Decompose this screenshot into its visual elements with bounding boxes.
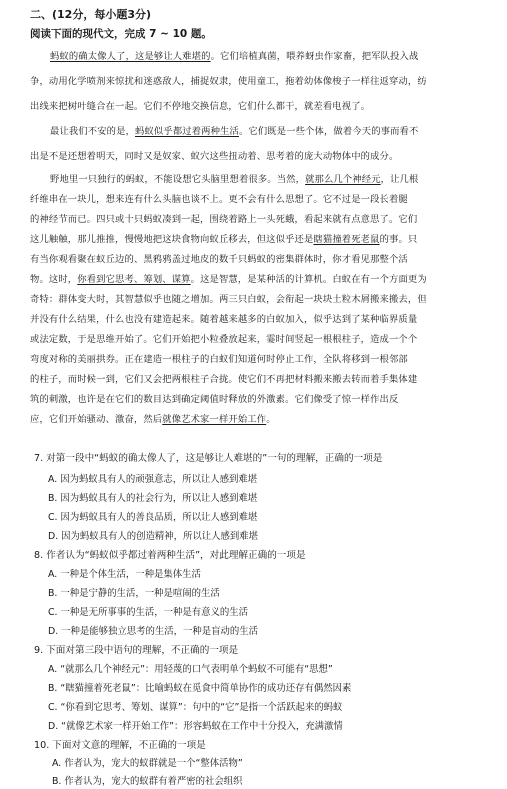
line-text: 争，动用化学喷剂来惊扰和迷惑敌人，捕捉奴隶，使用童工，拖着幼体像梭子一样往返穿动，纺 <box>30 76 427 87</box>
line-text: 。这是智慧，是某种活的计算机。白蚁在有一个方面更为 <box>190 274 427 285</box>
passage-line <box>30 331 417 345</box>
option-c: C. 一种是无所事事的生活，一种是有意义的生活 <box>48 607 249 618</box>
passage-line <box>30 371 417 385</box>
passage-line <box>30 351 408 365</box>
line-text: 应，它们开始骚动、激奋，然后 <box>30 414 163 425</box>
passage-line <box>30 291 427 305</box>
line-text: 。 <box>266 414 276 425</box>
line-text: 。它们培植真菌，喂养蚜虫作家畜，把军队投入战 <box>210 51 419 62</box>
option-a: A. 作者认为，宠大的蚁群就是一个“整体活物” <box>52 758 243 769</box>
option-a: A. 一种是个体生活，一种是集体生活 <box>48 569 201 580</box>
line-text: 的事。只 <box>379 234 418 245</box>
underlined-phrase: 你看到它思考、筹划、谋算 <box>77 274 191 285</box>
instructions: 阅读下面的现代文，完成 7 ~ 10 题。 <box>30 28 212 40</box>
underlined-phrase: 就那么几个神经元 <box>305 174 381 185</box>
line-text: ，让几根 <box>380 174 419 185</box>
line-text: 这儿触触，那儿推推，慢慢地把这块食物向蚁丘移去，但这似乎还是 <box>30 234 314 245</box>
line-text: 。它们既是一些个体，做着今天的事而看不 <box>238 126 419 137</box>
underlined-phrase: 瞎猫撞着死老鼠 <box>313 234 380 245</box>
question-stem: 8. 作者认为“蚂蚁似乎都过着两种生活”，对此理解正确的一项是 <box>34 550 306 561</box>
line-text: 奇特：群体变大时，其智慧似乎也随之增加。两三只白蚁，会衔起一块块土粒木屑搬来搬去，但 <box>30 294 427 305</box>
passage-line <box>30 311 417 325</box>
line-text: 的柱子，而时候一到，它们又会把两根柱子合拢。使它们不再把材料搬来搬去转而着手集体建 <box>30 374 418 385</box>
question-stem: 9. 下面对第三段中语句的理解，不正确的一项是 <box>34 645 239 656</box>
passage-line <box>50 48 418 62</box>
option-d: D. 因为蚂蚁具有人的创造精神，所以让人感到难堪 <box>48 531 259 542</box>
underlined-phrase: 蚂蚁似乎都过着两种生活 <box>135 126 239 137</box>
passage-line <box>30 271 427 285</box>
option-d: D. “就像艺术家一样开始工作”：形容蚂蚁在工作中十分投入，充满激情 <box>48 721 343 732</box>
section-title: 二、(12分，每小题3分) <box>30 8 152 21</box>
question-stem: 7. 对第一段中“蚂蚁的确太像人了，这是够让人难堪的”一句的理解，正确的一项是 <box>34 453 383 464</box>
passage-line <box>30 411 276 425</box>
underlined-phrase: 蚂蚁的确太像人了，这是够让人难堪的 <box>50 51 211 62</box>
line-text: 筑的刺激，也许是在它们的数目达到确定阈值时释放的外激素。它们像受了惊一样作出反 <box>30 394 399 405</box>
passage-line <box>30 391 398 405</box>
line-text: 纤维串在一块儿，想来连有什么头脑也谈不上。更不会有什么思想了。它不过是一段长着腿 <box>30 194 408 205</box>
line-text: 物。这时， <box>30 274 78 285</box>
passage-line <box>30 251 408 265</box>
line-text: 最让我们不安的是， <box>50 126 136 137</box>
line-text: 野地里一只独行的蚂蚁，不能设想它头脑里想着很多。当然， <box>50 174 306 185</box>
line-text: 有当你观看聚在蚁丘边的、黑鸦鸦盖过地皮的数千只蚂蚁的密集群体时，你才看见那整个活 <box>30 254 408 265</box>
option-d: D. 一种是能够独立思考的生活，一种是盲动的生活 <box>48 626 259 637</box>
option-b: B. 一种是宁静的生活，一种是喧闹的生活 <box>48 588 220 599</box>
option-b: B. 作者认为，宠大的蚁群有着严密的社会组织 <box>52 776 243 787</box>
passage-line <box>30 73 427 87</box>
option-a: A. “就那么几个神经元”：用轻蔑的口气表明单个蚂蚁不可能有“思想” <box>48 664 333 675</box>
line-text: 出线来把树叶缝合在一起。它们不停地交换信息，它们什么都干，就差看电视了。 <box>30 101 371 112</box>
passage-line <box>30 231 417 245</box>
passage-line <box>30 211 417 225</box>
line-text: 出是不是还想着明天，同时又是奴家、蚁穴这些扭动着、思考着的庞大动物体中的成分。 <box>30 151 399 162</box>
option-a: A. 因为蚂蚁具有人的顽强意志，所以让人感到难堪 <box>48 474 258 485</box>
passage-line <box>50 123 418 137</box>
line-text: 弯度对称的美丽拱券。正在建造一根柱子的白蚁们知道何时停止工作，全队将移到一根邻部 <box>30 354 408 365</box>
line-text: 或法定数，于是思维开始了。它们开始把小粒叠放起来，霎时间竖起一根根柱子，造成一个个 <box>30 334 418 345</box>
option-b: B. 因为蚂蚁具有人的社会行为，所以让人感到难堪 <box>48 493 258 504</box>
option-c: C. “你看到它思考、筹划、谋算”：句中的“它”是指一个活跃起来的蚂蚁 <box>48 702 343 713</box>
option-b: B. “瞎猫撞着死老鼠”：比喻蚂蚁在觅食中简单协作的成功还存有偶然因素 <box>48 683 352 694</box>
passage-line <box>30 98 370 112</box>
question-stem: 10. 下面对文意的理解，不正确的一项是 <box>34 740 206 751</box>
passage-line <box>50 171 418 185</box>
passage-line <box>30 191 408 205</box>
line-text: 的神经节而已。四只或十只蚂蚁凑到一起，围绕着路上一头死蛾，看起来就有点意思了。它们 <box>30 214 418 225</box>
option-c: C. 因为蚂蚁具有人的善良品质，所以让人感到难堪 <box>48 512 258 523</box>
underlined-phrase: 就像艺术家一样开始工作 <box>162 414 267 425</box>
line-text: 并没有什么结果，什么也没有建造起来。随着越来越多的白蚁加入，似乎达到了某种临界质量 <box>30 314 418 325</box>
passage-line <box>30 148 398 162</box>
